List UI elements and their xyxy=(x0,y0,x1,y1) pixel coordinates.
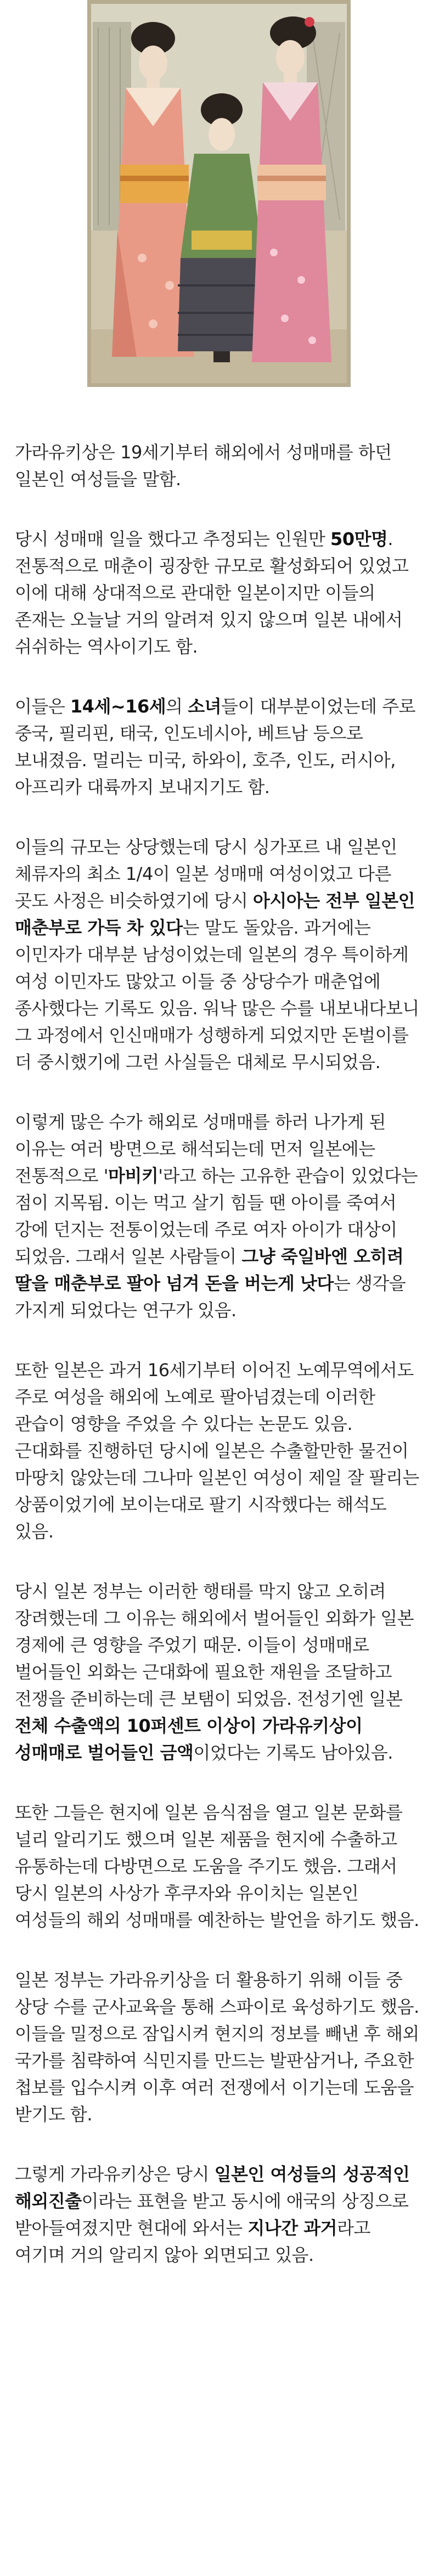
vintage-photo-three-women-kimono xyxy=(87,0,351,387)
emphasis-text: 50만명 xyxy=(330,529,388,549)
body-text: 일본 정부는 가라유키상을 더 활용하기 위해 이들 중 상당 수를 군사교육을 통해 스파이로 육성하기도 했음. 이들을 밀정으로 잠입시켜 현지의 정보를 빼낸 후 해외 국가를 침략하여 식민지를 만드는 발판삼거나, 주요한 첩보를 입수시켜 이후 여러 전쟁에서 이기는데 도움을 받기도 함. xyxy=(15,1969,419,2125)
body-text: 이었다는 기록도 남아있음. xyxy=(193,1742,393,1763)
emphasis-text: 그냥 죽일바엔 오히려 딸을 매춘부로 팔아 넘겨 돈을 버는게 낫다 xyxy=(15,1246,404,1294)
body-text: 또한 그들은 현지에 일본 음식점을 열고 일본 문화를 널리 알리기도 했으며 일본 제품을 현지에 수출하고 유통하는데 다방면으로 도움을 주기도 했음. 그래서 당시 일본의 사상가 후쿠자와 유이치는 일본인 여성들의 해외 성매매를 예찬하는 발언을 하기도 했음. xyxy=(15,1802,419,1930)
emphasis-text: 일본인 여성들의 성공적인 해외진출 xyxy=(15,2164,410,2212)
body-text: . 전통적으로 매춘이 굉장한 규모로 활성화되어 있었고 이에 대해 상대적으로 관대한 일본이지만 이들의 존재는 오늘날 거의 알려져 있지 않으며 일본 내에서 쉬쉬하는 역사이기도 함. xyxy=(15,529,409,657)
article-paragraph xyxy=(15,834,424,1076)
body-text: 라고 여기며 거의 알리지 않아 외면되고 있음. xyxy=(15,2218,370,2265)
emphasis-text: 소녀 xyxy=(188,696,222,717)
article-paragraph xyxy=(15,2161,424,2269)
body-text: 이들은 xyxy=(15,696,70,717)
historical-photo xyxy=(87,0,351,387)
emphasis-text: 마비키 xyxy=(108,1165,159,1186)
body-text: 그렇게 가라유키상은 당시 xyxy=(15,2164,215,2185)
article-paragraph xyxy=(15,1578,424,1766)
body-text: 당시 일본 정부는 이러한 행태를 막지 않고 오히려 장려했는데 그 이유는 해외에서 벌어들인 외화가 일본 경제에 큰 영향을 주었기 때문. 이들이 성매매로 벌어들인 외화는 근대화에 필요한 재원을 조달하고 전쟁을 준비하는데 큰 보탬이 되었음. 전성기엔 일본 xyxy=(15,1581,414,1709)
body-text: 들이 대부분이었는데 주로 중국, 필리핀, 태국, 인도네시아, 베트남 등으로 보내졌음. 멀리는 미국, 하와이, 호주, 인도, 러시아, 아프리카 대륙까지 보내지기도 함. xyxy=(15,696,415,798)
body-text: 는 말도 돌았음. 과거에는 이민자가 대부분 남성이었는데 일본의 경우 특이하게 여성 이민자도 많았고 이들 중 상당수가 매춘업에 종사했다는 기록도 있음. 워낙 많은 수를 내보내다보니 그 과정에서 인신매매가 성행하게 되었지만 돈벌이를 더 중시했기에 그런 사실들은 대체로 무시되었음. xyxy=(15,917,419,1073)
article-paragraph xyxy=(15,1109,424,1324)
body-text: '라고 하는 고유한 관습이 있었다는 점이 지목됨. 이는 먹고 살기 힘들 땐 아이를 죽여서 강에 던지는 전통이었는데 주로 여자 아이가 대상이 되었음. 그래서 일본 사람들이 xyxy=(15,1165,418,1267)
emphasis-text: 전체 수출액의 10퍼센트 이상이 가라유키상이 성매매로 벌어들인 금액 xyxy=(15,1715,363,1763)
body-text: 이라는 표현을 받고 동시에 애국의 상징으로 받아들여졌지만 현대에 와서는 xyxy=(15,2191,409,2238)
article-paragraph xyxy=(15,693,424,801)
article-paragraph xyxy=(15,1357,424,1545)
body-text: 는 생각을 가지게 되었다는 연구가 있음. xyxy=(15,1273,406,1321)
body-text: 이렇게 많은 수가 해외로 성매매를 하러 나가게 된 이유는 여러 방면으로 해석되는데 먼저 일본에는 전통적으로 ' xyxy=(15,1112,386,1186)
body-text: 가라유키상은 19세기부터 해외에서 성매매를 하던 일본인 여성들을 말함. xyxy=(15,442,392,490)
emphasis-text: 14세~16세 xyxy=(70,696,166,717)
body-text: 이들의 규모는 상당했는데 당시 싱가포르 내 일본인 체류자의 최소 1/4이 일본 성매매 여성이었고 다른 곳도 사정은 비슷하였기에 당시 xyxy=(15,837,397,911)
article-paragraph xyxy=(15,1967,424,2128)
article-paragraph xyxy=(15,526,424,660)
emphasis-text: 지나간 과거 xyxy=(247,2218,337,2238)
article-paragraph xyxy=(15,439,424,493)
article-body xyxy=(15,439,424,2302)
article-paragraph xyxy=(15,1799,424,1934)
body-text: 당시 성매매 일을 했다고 추정되는 인원만 xyxy=(15,529,331,549)
body-text: 의 xyxy=(166,696,188,717)
body-text: 또한 일본은 과거 16세기부터 이어진 노예무역에서도 주로 여성을 해외에 노예로 팔아넘겼는데 이러한 관습이 영향을 주었을 수 있다는 논문도 있음. 근대화를 진행하던 당시에 일본은 수출할만한 물건이 마땅치 않았는데 그나마 일본인 여성이 제일 잘 팔리는 상품이었기에 보이는대로 팔기 시작했다는 해석도 있음. xyxy=(15,1360,419,1542)
emphasis-text: 아시아는 전부 일본인 매춘부로 가득 차 있다 xyxy=(15,890,415,938)
